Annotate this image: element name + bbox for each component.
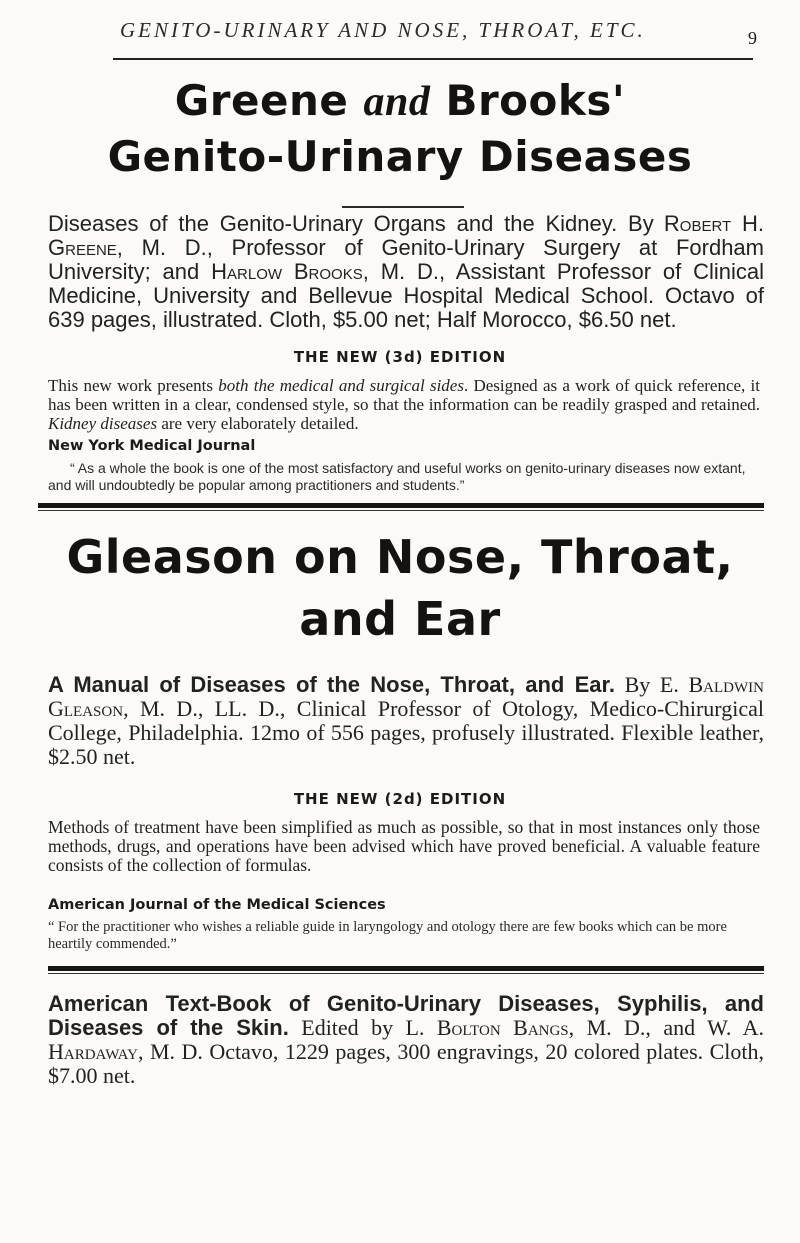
book2-journal: American Journal of the Medical Sciences [48, 897, 386, 913]
page-number: 9 [748, 28, 757, 48]
book1-desc-rest1: , M. D., Professor of Genito-Urinary Surgery at Fordham University; and [48, 235, 764, 284]
blurb-text: This new work presents [48, 376, 219, 395]
book1-blurb [48, 376, 760, 433]
section-divider [48, 966, 764, 971]
book1-author2: Harlow Brooks [211, 259, 363, 284]
book1-journal: New York Medical Journal [48, 438, 256, 454]
section-divider [38, 503, 764, 508]
book1-edition: THE NEW (3d) EDITION [293, 348, 507, 366]
book1-description [48, 212, 764, 332]
blurb-emphasis: both the medical and surgical sides [218, 376, 464, 395]
book2-desc-by: By E. [614, 672, 689, 697]
book1-title-line1 [0, 76, 800, 126]
book1-desc-lead: Diseases of the Genito-Urinary Organs and the Kidney. [48, 211, 618, 236]
book2-edition: THE NEW (2d) EDITION [293, 790, 507, 808]
book1-desc-by: By [617, 211, 654, 236]
book1-review-quote: “ As a whole the book is one of the most satisfactory and useful works on genito-urinary diseases now extant, and will undoubtedly be popular among practitioners and students.” [48, 460, 746, 493]
book2-review-quote: “ For the practitioner who wishes a reliable guide in laryngology and otology there are few books which can be more heartily commended.” [48, 919, 727, 952]
header-rule [113, 58, 753, 60]
book3-author1: Bolton Bangs [436, 1015, 569, 1040]
book3-desc-lead: American Text-Book of Genito-Urinary Diseases, Syphilis, and Diseases of the Skin. [48, 991, 764, 1040]
book1-author1: Robert H. Greene [48, 211, 764, 260]
book3-desc-a: Edited by L. [288, 1015, 437, 1040]
book1-title-line2: Genito-Urinary Diseases [107, 132, 693, 181]
blurb-emphasis: Kidney diseases [48, 414, 158, 433]
book2-title-line2: and Ear [299, 592, 501, 646]
book2-author: Baldwin Gleason [48, 672, 764, 721]
blurb-text: . Designed as a work of quick reference, it has been written in a clear, condensed style, so that the information can be readily grasped and retained. [48, 376, 761, 414]
book2-blurb: Methods of treatment have been simplified as much as possible, so that in most instances only those methods, drugs, and operations have been advised which have proved beneficial. A valuable feature consists of the collection of formulas. [48, 817, 760, 875]
section-divider-thin [48, 973, 764, 974]
book3-desc-c: , M. D. Octavo, 1229 pages, 300 engravings, 20 colored plates. Cloth, $7.00 net. [48, 1039, 764, 1088]
title-and: and [363, 79, 431, 125]
running-head: GENITO-URINARY AND NOSE, THROAT, ETC. [120, 18, 646, 42]
book2-desc-lead: A Manual of Diseases of the Nose, Throat, and Ear. [48, 672, 615, 697]
book3-description [48, 992, 764, 1088]
blurb-text: are very elaborately detailed. [157, 414, 359, 433]
book2-description [48, 673, 764, 769]
book1-desc-rest2: , M. D., Assistant Professor of Clinical Medicine, University and Bellevue Hospital Medical School. Octavo of 639 pages, illustrated. Cloth, $5.00 net; Half Morocco, $6.50 net. [48, 259, 765, 332]
book3-desc-b: , M. D., and W. A. [568, 1015, 764, 1040]
book2-title-line1: Gleason on Nose, Throat, [66, 530, 734, 584]
title-part: Greene [174, 76, 364, 125]
title-rule [342, 206, 464, 208]
book3-author2: Hardaway [48, 1039, 138, 1064]
book2-desc-rest: , M. D., LL. D., Clinical Professor of Otology, Medico-Chirurgical College, Philadelphia. 12mo of 556 pages, profusely illustrated. Flexible leather, $2.50 net. [48, 696, 764, 769]
title-part: Brooks' [430, 76, 626, 125]
section-divider-thin [38, 510, 764, 511]
